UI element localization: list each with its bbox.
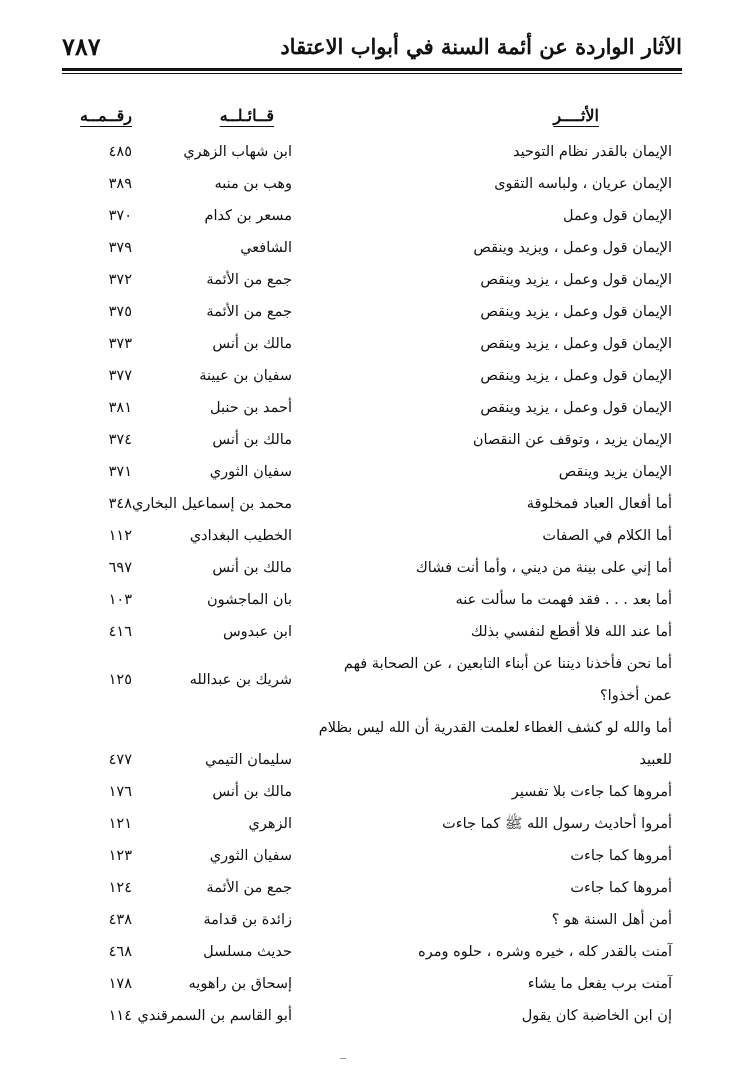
table-row bbox=[62, 168, 682, 200]
speaker-name: مالك بن أنس bbox=[212, 336, 292, 352]
athar-text: أما أفعال العباد فمخلوقة bbox=[526, 496, 672, 512]
athar-text: أمروها كما جاءت بلا تفسير bbox=[511, 784, 672, 800]
athar-number: ١٢٣ bbox=[108, 848, 132, 864]
athar-number: ١١٤ bbox=[108, 1008, 132, 1024]
table-row bbox=[62, 424, 682, 456]
table-row bbox=[62, 264, 682, 296]
athar-text: آمنت بالقدر كله ، خيره وشره ، حلوه ومره bbox=[418, 944, 672, 960]
athar-number: ٦٩٧ bbox=[108, 560, 132, 576]
table-row bbox=[62, 520, 682, 552]
speaker-name: سفيان الثوري bbox=[209, 464, 292, 480]
speaker-name: حديث مسلسل bbox=[203, 944, 292, 960]
athar-text: الإيمان قول وعمل ، يزيد وينقص bbox=[480, 336, 672, 352]
athar-text: الإيمان قول وعمل ، يزيد وينقص bbox=[480, 368, 672, 384]
table-row bbox=[62, 808, 682, 840]
athar-number: ٤٣٨ bbox=[108, 912, 132, 928]
athar-text: أمن أهل السنة هو ؟ bbox=[551, 912, 672, 928]
athar-text: الإيمان قول وعمل bbox=[563, 208, 672, 224]
table-row bbox=[62, 296, 682, 328]
athar-text: أمروا أحاديث رسول الله ﷺ كما جاءت bbox=[442, 816, 672, 832]
speaker-name: سفيان بن عيينة bbox=[199, 368, 292, 384]
speaker-name: جمع من الأئمة bbox=[206, 304, 292, 320]
speaker-name: الشافعي bbox=[240, 240, 292, 256]
athar-number: ٣٨١ bbox=[108, 400, 132, 416]
athar-number: ٤٨٥ bbox=[108, 144, 132, 160]
speaker-name: زائدة بن قدامة bbox=[203, 912, 292, 928]
speaker-name: سليمان التيمي bbox=[204, 752, 292, 768]
athar-number: ٤١٦ bbox=[108, 624, 132, 640]
column-header-speaker: قــائـلــه bbox=[219, 106, 274, 125]
athar-number: ٣٧٠ bbox=[108, 208, 132, 224]
table-row bbox=[62, 584, 682, 616]
athar-number: ٣٧٣ bbox=[108, 336, 132, 352]
speaker-name: أحمد بن حنبل bbox=[210, 400, 292, 416]
table-row bbox=[62, 360, 682, 392]
speaker-name: شريك بن عبدالله bbox=[189, 672, 292, 688]
table-row bbox=[62, 840, 682, 872]
speaker-name: مالك بن أنس bbox=[212, 560, 292, 576]
athar-number: ١٧٦ bbox=[108, 784, 132, 800]
athar-number: ٣٧٧ bbox=[108, 368, 132, 384]
table-row bbox=[62, 136, 682, 168]
speaker-name: ابن شهاب الزهري bbox=[183, 144, 292, 160]
athar-number: ٣٤٨ bbox=[108, 496, 132, 512]
athar-number: ١٢٤ bbox=[108, 880, 132, 896]
speaker-name: سفيان الثوري bbox=[209, 848, 292, 864]
table-row bbox=[62, 712, 682, 776]
athar-number: ١٢٥ bbox=[108, 672, 132, 688]
athar-text: أمروها كما جاءت bbox=[570, 880, 672, 896]
athar-text: إن ابن الخاضبة كان يقول bbox=[521, 1008, 672, 1024]
athar-text: أما بعد . . . فقد فهمت ما سألت عنه bbox=[455, 592, 672, 608]
table-row bbox=[62, 328, 682, 360]
page-header bbox=[62, 30, 682, 74]
athar-number: ٣٧٩ bbox=[108, 240, 132, 256]
athar-text: أما عند الله فلا أقطع لنفسي بذلك bbox=[470, 624, 672, 640]
table-row bbox=[62, 456, 682, 488]
athar-number: ١٠٣ bbox=[108, 592, 132, 608]
column-header-athar: الأثــــر bbox=[553, 106, 599, 125]
athar-number: ٣٧٥ bbox=[108, 304, 132, 320]
table-row bbox=[62, 232, 682, 264]
athar-text: الإيمان قول وعمل ، يزيد وينقص bbox=[480, 400, 672, 416]
speaker-name: أبو القاسم بن السمرقندي bbox=[137, 1008, 292, 1024]
athar-text: الإيمان يزيد وينقص bbox=[558, 464, 672, 480]
speaker-name: مالك بن أنس bbox=[212, 784, 292, 800]
speaker-name: وهب بن منبه bbox=[214, 176, 292, 192]
athar-text: الإيمان بالقدر نظام التوحيد bbox=[512, 144, 672, 160]
athar-number: ٤٧٧ bbox=[108, 752, 132, 768]
table-row bbox=[62, 392, 682, 424]
athar-number: ٤٦٨ bbox=[108, 944, 132, 960]
table-row bbox=[62, 648, 682, 712]
athar-text: الإيمان عريان ، ولباسه التقوى bbox=[494, 176, 672, 192]
speaker-name: ابن عبدوس bbox=[222, 624, 292, 640]
speaker-name: محمد بن إسماعيل البخاري bbox=[132, 496, 292, 512]
athar-text: آمنت برب يفعل ما يشاء bbox=[527, 976, 672, 992]
athar-text: أما والله لو كشف الغطاء لعلمت القدرية أن الله ليس بظلام للعبيد bbox=[318, 720, 672, 768]
table-row bbox=[62, 488, 682, 520]
athar-text: أما نحن فأخذنا ديننا عن أبناء التابعين ، عن الصحابة فهم عمن أخذوا؟ bbox=[343, 656, 672, 704]
table-row bbox=[62, 872, 682, 904]
speaker-name: جمع من الأئمة bbox=[206, 880, 292, 896]
athar-text: أما إني على بينة من ديني ، وأما أنت فشاك bbox=[415, 560, 672, 576]
speaker-name: إسحاق بن راهويه bbox=[188, 976, 292, 992]
index-table bbox=[62, 136, 682, 1032]
speaker-name: الخطيب البغدادي bbox=[189, 528, 292, 544]
footer-mark bbox=[340, 1058, 346, 1059]
table-row bbox=[62, 936, 682, 968]
athar-text: الإيمان قول وعمل ، يزيد وينقص bbox=[480, 272, 672, 288]
athar-number: ١٧٨ bbox=[108, 976, 132, 992]
speaker-name: مالك بن أنس bbox=[212, 432, 292, 448]
table-row bbox=[62, 968, 682, 1000]
speaker-name: الزهري bbox=[248, 816, 292, 832]
table-row bbox=[62, 1000, 682, 1032]
speaker-name: بان الماجشون bbox=[207, 592, 292, 608]
speaker-name: جمع من الأئمة bbox=[206, 272, 292, 288]
athar-number: ١١٢ bbox=[108, 528, 132, 544]
athar-text: الإيمان يزيد ، وتوقف عن النقصان bbox=[472, 432, 672, 448]
athar-text: الإيمان قول وعمل ، ويزيد وينقص bbox=[473, 240, 672, 256]
athar-number: ٣٨٩ bbox=[108, 176, 132, 192]
athar-text: أمروها كما جاءت bbox=[570, 848, 672, 864]
athar-number: ٣٧٤ bbox=[108, 432, 132, 448]
athar-number: ٣٧٢ bbox=[108, 272, 132, 288]
athar-text: أما الكلام في الصفات bbox=[542, 528, 672, 544]
column-header-number: رقــمــه bbox=[80, 106, 132, 125]
table-row bbox=[62, 200, 682, 232]
table-row bbox=[62, 552, 682, 584]
athar-number: ٣٧١ bbox=[108, 464, 132, 480]
speaker-name: مسعر بن كدام bbox=[204, 208, 292, 224]
table-row bbox=[62, 904, 682, 936]
page-number: ٧٨٧ bbox=[62, 32, 101, 61]
athar-text: الإيمان قول وعمل ، يزيد وينقص bbox=[480, 304, 672, 320]
table-row bbox=[62, 616, 682, 648]
athar-number: ١٢١ bbox=[108, 816, 132, 832]
table-row bbox=[62, 776, 682, 808]
book-title: الآثار الواردة عن أئمة السنة في أبواب الاعتقاد bbox=[280, 34, 682, 59]
header-rule bbox=[62, 68, 682, 74]
